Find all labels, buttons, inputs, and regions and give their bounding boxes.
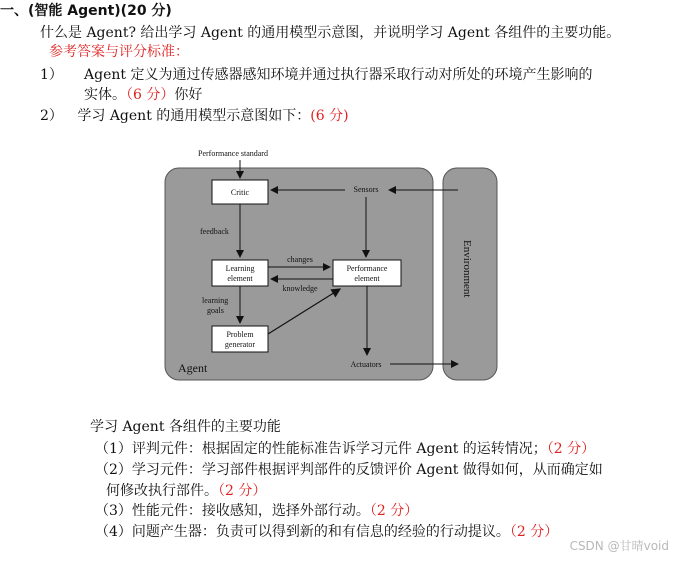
environment-label: Environment [461, 240, 473, 298]
answer1-extra: 你好 [174, 87, 203, 103]
learning-agent-diagram [160, 140, 512, 385]
csdn-watermark: CSDN @甘晴void [569, 539, 669, 553]
performance-element-label-2: element [354, 274, 380, 283]
feedback-label: feedback [200, 227, 229, 236]
answer1-score: （6 分） [126, 87, 175, 103]
functions-heading: 学习 Agent 各组件的主要功能 [90, 419, 281, 435]
function-item-3 [95, 502, 418, 520]
learning-element-label-1: Learning [225, 264, 255, 273]
knowledge-label: knowledge [282, 284, 318, 293]
question-title: 一、(智能 Agent)(20 分) [0, 3, 172, 19]
answer1-line2-text: 实体。 [84, 87, 126, 103]
function-item-1-score: （2 分） [546, 441, 596, 457]
function-item-2-cont [106, 482, 266, 500]
function-item-2-text: （2）学习元件：学习部件根据评判部件的反馈评价 Agent 做得如何，从而确定如 [95, 462, 603, 478]
function-item-1-text: （1）评判元件：根据固定的性能标准告诉学习元件 Agent 的运转情况； [95, 441, 547, 457]
function-item-2 [95, 461, 603, 479]
problem-generator-label-2: generator [224, 340, 256, 349]
function-item-4-text: （4）问题产生器：负责可以得到新的和有信息的经验的行动提议。 [95, 524, 510, 540]
answer-heading: 参考答案与评分标准： [49, 44, 189, 60]
performance-element-label-1: Performance [346, 264, 388, 273]
agent-label: Agent [178, 361, 208, 375]
answer2-line [40, 107, 349, 125]
sensors-label: Sensors [353, 185, 379, 194]
learning-goals-label-2: goals [207, 306, 224, 315]
changes-label: changes [287, 255, 313, 264]
learning-goals-label-1: learning [202, 296, 229, 305]
actuators-label: Actuators [350, 360, 382, 369]
question-prompt: 什么是 Agent? 给出学习 Agent 的通用模型示意图，并说明学习 Agent 各组件的主要功能。 [40, 25, 621, 41]
answer1-line2 [84, 86, 202, 104]
performance-standard-label: Performance standard [198, 149, 268, 158]
function-item-1 [95, 440, 595, 458]
answer1-line1: Agent 定义为通过传感器感知环境并通过执行器采取行动对所处的环境产生影响的 [84, 67, 593, 83]
function-item-4-score: （2 分） [509, 524, 559, 540]
function-item-3-score: （2 分） [369, 503, 419, 519]
critic-label: Critic [230, 188, 250, 197]
answer2-number: 2） [40, 108, 63, 124]
problem-generator-label-1: Problem [226, 330, 254, 339]
learning-element-label-2: element [227, 274, 253, 283]
function-item-4 [95, 523, 558, 541]
answer2-score: (6 分) [310, 108, 349, 124]
function-item-2-score: （2 分） [218, 483, 267, 499]
answer2-text: 学习 Agent 的通用模型示意图如下： [77, 108, 311, 124]
function-item-2-cont-text: 何修改执行部件。 [106, 483, 218, 499]
answer1-number: 1） [40, 67, 63, 83]
function-item-3-text: （3）性能元件：接收感知，选择外部行动。 [95, 503, 370, 519]
